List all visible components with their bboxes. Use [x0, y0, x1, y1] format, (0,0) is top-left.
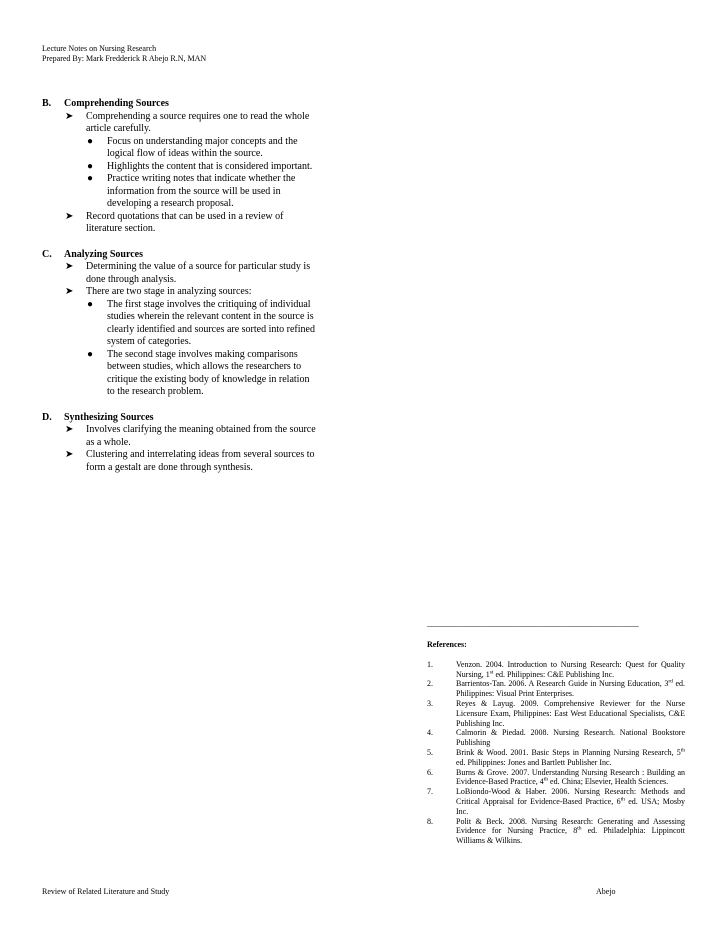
list-item: ➤ Clustering and interrelating ideas from several sources to form a gestalt are done through synthesis. — [65, 449, 315, 473]
round-bullet-icon: ● — [87, 348, 94, 360]
section-heading — [42, 249, 317, 262]
section-comprehending — [42, 98, 317, 236]
reference-item: 8. Polit & Beck. 2008. Nursing Research: Generating and Assessing Evidence for Nursing Practice, 8th ed. Philadelphia: Lippincott Williams & Wilkins. — [427, 816, 685, 846]
list-item: ➤ Record quotations that can be used in a review of literature section. — [65, 210, 284, 234]
reference-item: 5. Brink & Wood. 2001. Basic Steps in Planning Nursing Research, 5th ed. Philippines: Jones and Bartlett Publisher Inc. — [427, 747, 685, 767]
footer-document-title: Review of Related Literature and Study — [42, 887, 170, 896]
list-item: ➤ Involves clarifying the meaning obtained from the source as a whole. — [65, 424, 316, 448]
section-analyzing — [42, 249, 317, 399]
reference-item: 6. Burns & Grove. 2007. Understanding Nursing Research : Building an Evidence-Based Practice, 4th ed. China; Elsevier, Health Sciences. — [427, 767, 685, 787]
list-item: ➤ Comprehending a source requires one to read the whole article carefully. — [65, 110, 310, 134]
section-letter: B. — [42, 98, 52, 109]
reference-item: 7. LoBiondo-Wood & Haber. 2006. Nursing Research: Methods and Critical Appraisal for Evidence-Based Practice, 6th ed. USA; Mosby Inc. — [427, 787, 685, 816]
section-synthesizing — [42, 412, 317, 475]
round-bullet-icon: ● — [87, 298, 94, 310]
header-course-title: Lecture Notes on Nursing Research — [42, 44, 157, 53]
section-heading — [42, 412, 317, 425]
arrow-bullet-icon: ➤ — [65, 110, 74, 122]
main-column — [42, 98, 317, 487]
arrow-bullet-icon: ➤ — [65, 261, 74, 272]
sub-list-item: ● Highlights the content that is considered important. — [87, 160, 313, 172]
page-header — [42, 44, 206, 64]
round-bullet-icon: ● — [87, 135, 94, 147]
sub-list-item: ● Practice writing notes that indicate whether the information from the source will be used in developing a research proposal. — [87, 173, 296, 209]
sub-list-item: ● Focus on understanding major concepts and the logical flow of ideas within the source. — [87, 135, 298, 159]
header-author: Prepared By: Mark Fredderick R Abejo R.N, MAN — [42, 54, 207, 63]
reference-item: 4. Calmorin & Piedad. 2008. Nursing Research. National Bookstore Publishing — [427, 728, 685, 748]
arrow-bullet-icon: ➤ — [65, 210, 74, 222]
list-item: ➤ There are two stage in analyzing sources: — [65, 286, 252, 297]
section-letter: D. — [42, 411, 52, 423]
footnote-divider: _____________________________________________ — [427, 617, 639, 628]
footer-author: Abejo — [596, 887, 616, 896]
reference-item: 1. Venzon. 2004. Introduction to Nursing Research: Quest for Quality Nursing, 1st ed. Philippines: C&E Publishing Inc. — [427, 659, 685, 679]
round-bullet-icon: ● — [87, 160, 94, 172]
round-bullet-icon: ● — [87, 173, 94, 184]
section-letter: C. — [42, 248, 52, 260]
arrow-bullet-icon: ➤ — [65, 424, 74, 435]
section-title: Synthesizing Sources — [64, 411, 154, 423]
section-heading — [42, 98, 317, 111]
list-item: ➤ Determining the value of a source for particular study is done through analysis. — [65, 261, 311, 285]
reference-item: 3. Reyes & Layug. 2009. Comprehensive Reviewer for the Nurse Licensure Exam, Philippines: East West Educational Specialists, C&E Publishing Inc. — [427, 698, 685, 728]
section-title: Comprehending Sources — [64, 98, 169, 109]
references-block — [427, 640, 685, 846]
sub-list-item: ● The second stage involves making comparisons between studies, which allows the researchers to critique the existing body of knowledge in relation to the research problem. — [87, 348, 310, 397]
arrow-bullet-icon: ➤ — [65, 449, 74, 460]
section-title: Analyzing Sources — [64, 248, 143, 260]
sub-list-item: ● The first stage involves the critiquing of individual studies wherein the relevant content in the source is clearly identified and sources are sorted into refined system of categories. — [87, 298, 315, 347]
arrow-bullet-icon: ➤ — [65, 286, 74, 297]
references-title: References: — [427, 640, 467, 649]
reference-item: 2. Barrientos-Tan. 2006. A Research Guide in Nursing Education, 3rd ed. Philippines: Visual Print Enterprises. — [427, 678, 685, 699]
